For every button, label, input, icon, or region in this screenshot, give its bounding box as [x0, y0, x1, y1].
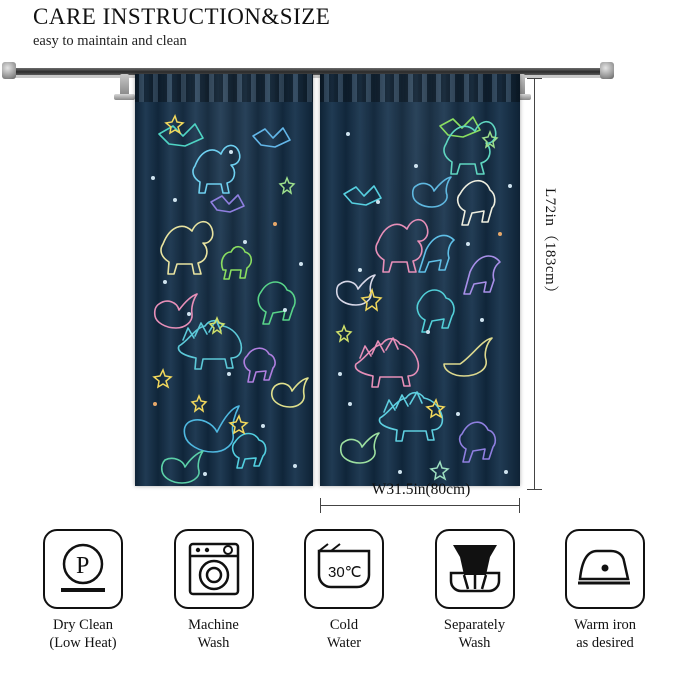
care-item-dry-clean	[24, 529, 142, 669]
care-label-line1: Separately	[443, 617, 506, 633]
care-label-line2: Water	[326, 635, 362, 652]
care-item-separately-wash	[416, 529, 534, 669]
curtain-panel-right-rod-pocket	[320, 74, 520, 102]
care-item-machine-wash	[155, 529, 273, 669]
care-label-line1: Dry Clean	[53, 617, 113, 633]
dinosaur-pattern-left	[135, 74, 313, 486]
width-dimension-cap-right	[519, 498, 520, 513]
height-dimension-label: L72in（183cm）	[542, 188, 558, 301]
care-item-cold-water	[285, 529, 403, 669]
warm-iron-icon	[565, 529, 645, 609]
care-label-line2: (Low Heat)	[49, 635, 117, 652]
curtain-panel-left	[135, 74, 313, 486]
rod-finial-right-icon	[600, 62, 614, 79]
height-dimension-line	[534, 78, 535, 490]
care-label-line2: Wash	[458, 635, 491, 652]
curtain-panel-right	[320, 74, 520, 486]
product-illustration	[0, 62, 679, 502]
dry-clean-icon	[43, 529, 123, 609]
height-dimension-cap-bottom	[527, 489, 542, 490]
page-title: CARE INSTRUCTION&SIZE	[33, 4, 331, 29]
width-dimension	[320, 481, 520, 506]
care-instruction-header	[33, 4, 330, 50]
svg-text:P: P	[76, 553, 90, 579]
care-label-line1: Machine	[188, 617, 239, 633]
care-label-line2: Wash	[197, 635, 230, 652]
width-dimension-line	[320, 505, 520, 506]
page-subtitle: easy to maintain and clean	[33, 33, 187, 49]
dinosaur-pattern-right	[320, 74, 520, 486]
care-label-line2: as desired	[576, 635, 634, 652]
width-dimension-label: W31.5in(80cm)	[371, 481, 471, 498]
care-label-line1: Warm iron	[573, 617, 637, 633]
hand-wash-temperature-icon	[304, 529, 384, 609]
rod-bracket-left-foot	[114, 94, 135, 100]
height-dimension-cap-top	[527, 78, 542, 79]
svg-text:30℃: 30℃	[328, 564, 362, 581]
care-item-warm-iron	[546, 529, 664, 669]
width-dimension-cap-left	[320, 498, 321, 513]
care-label-line1: Cold	[329, 617, 359, 633]
washing-machine-icon	[174, 529, 254, 609]
rod-finial-left-icon	[2, 62, 16, 79]
separate-wash-icon	[435, 529, 515, 609]
rod-bracket-left-icon	[120, 74, 129, 100]
curtain-panel-left-rod-pocket	[135, 74, 313, 102]
height-dimension	[534, 78, 558, 490]
care-symbol-row	[24, 529, 664, 669]
